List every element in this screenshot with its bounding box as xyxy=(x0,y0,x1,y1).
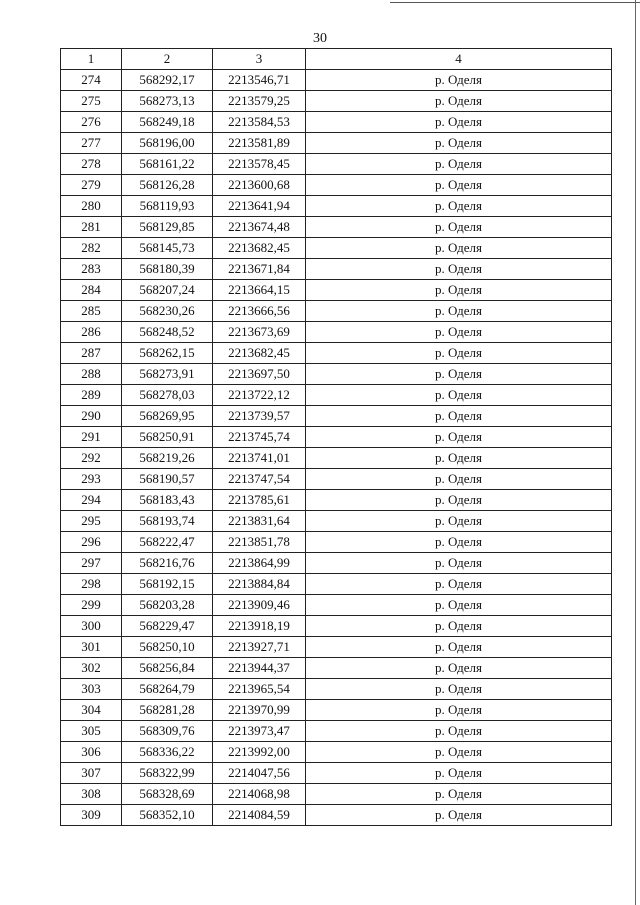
y-coordinate-cell: 2214047,56 xyxy=(213,763,306,784)
description-cell: р. Оделя xyxy=(306,637,612,658)
x-coordinate-cell: 568248,52 xyxy=(122,322,213,343)
table-row xyxy=(61,238,612,259)
table-row xyxy=(61,490,612,511)
y-coordinate-cell: 2213578,45 xyxy=(213,154,306,175)
x-coordinate-cell: 568222,47 xyxy=(122,532,213,553)
table-row xyxy=(61,742,612,763)
x-coordinate-cell: 568216,76 xyxy=(122,553,213,574)
table-row xyxy=(61,343,612,364)
point-number-cell: 289 xyxy=(61,385,122,406)
x-coordinate-cell: 568203,28 xyxy=(122,595,213,616)
point-number-cell: 298 xyxy=(61,574,122,595)
table-row xyxy=(61,301,612,322)
table-row xyxy=(61,574,612,595)
x-coordinate-cell: 568322,99 xyxy=(122,763,213,784)
y-coordinate-cell: 2213722,12 xyxy=(213,385,306,406)
y-coordinate-cell: 2213970,99 xyxy=(213,700,306,721)
y-coordinate-cell: 2213992,00 xyxy=(213,742,306,763)
point-number-cell: 299 xyxy=(61,595,122,616)
table-row xyxy=(61,595,612,616)
x-coordinate-cell: 568273,91 xyxy=(122,364,213,385)
y-coordinate-cell: 2213909,46 xyxy=(213,595,306,616)
y-coordinate-cell: 2213671,84 xyxy=(213,259,306,280)
description-cell: р. Оделя xyxy=(306,574,612,595)
table-row xyxy=(61,763,612,784)
x-coordinate-cell: 568250,91 xyxy=(122,427,213,448)
description-cell: р. Оделя xyxy=(306,385,612,406)
x-coordinate-cell: 568328,69 xyxy=(122,784,213,805)
y-coordinate-cell: 2213666,56 xyxy=(213,301,306,322)
description-cell: р. Оделя xyxy=(306,658,612,679)
x-coordinate-cell: 568269,95 xyxy=(122,406,213,427)
point-number-cell: 304 xyxy=(61,700,122,721)
y-coordinate-cell: 2213674,48 xyxy=(213,217,306,238)
table-row xyxy=(61,700,612,721)
x-coordinate-cell: 568229,47 xyxy=(122,616,213,637)
description-cell: р. Оделя xyxy=(306,427,612,448)
y-coordinate-cell: 2214084,59 xyxy=(213,805,306,826)
description-cell: р. Оделя xyxy=(306,616,612,637)
table-row xyxy=(61,217,612,238)
description-cell: р. Оделя xyxy=(306,700,612,721)
description-cell: р. Оделя xyxy=(306,343,612,364)
description-cell: р. Оделя xyxy=(306,595,612,616)
point-number-cell: 276 xyxy=(61,112,122,133)
description-cell: р. Оделя xyxy=(306,805,612,826)
y-coordinate-cell: 2213927,71 xyxy=(213,637,306,658)
y-coordinate-cell: 2213739,57 xyxy=(213,406,306,427)
y-coordinate-cell: 2213682,45 xyxy=(213,238,306,259)
table-row xyxy=(61,322,612,343)
description-cell: р. Оделя xyxy=(306,112,612,133)
x-coordinate-cell: 568352,10 xyxy=(122,805,213,826)
point-number-cell: 297 xyxy=(61,553,122,574)
x-coordinate-cell: 568249,18 xyxy=(122,112,213,133)
scan-edge-line xyxy=(390,2,640,3)
description-cell: р. Оделя xyxy=(306,259,612,280)
x-coordinate-cell: 568161,22 xyxy=(122,154,213,175)
x-coordinate-cell: 568145,73 xyxy=(122,238,213,259)
table-row xyxy=(61,70,612,91)
description-cell: р. Оделя xyxy=(306,742,612,763)
point-number-cell: 301 xyxy=(61,637,122,658)
table-row xyxy=(61,616,612,637)
x-coordinate-cell: 568281,28 xyxy=(122,700,213,721)
y-coordinate-cell: 2213546,71 xyxy=(213,70,306,91)
x-coordinate-cell: 568262,15 xyxy=(122,343,213,364)
table-row xyxy=(61,259,612,280)
y-coordinate-cell: 2213741,01 xyxy=(213,448,306,469)
y-coordinate-cell: 2213831,64 xyxy=(213,511,306,532)
description-cell: р. Оделя xyxy=(306,154,612,175)
x-coordinate-cell: 568250,10 xyxy=(122,637,213,658)
x-coordinate-cell: 568190,57 xyxy=(122,469,213,490)
y-coordinate-cell: 2213973,47 xyxy=(213,721,306,742)
point-number-cell: 294 xyxy=(61,490,122,511)
y-coordinate-cell: 2213864,99 xyxy=(213,553,306,574)
table-body xyxy=(61,70,612,826)
description-cell: р. Оделя xyxy=(306,217,612,238)
table-row xyxy=(61,721,612,742)
table-row xyxy=(61,406,612,427)
x-coordinate-cell: 568180,39 xyxy=(122,259,213,280)
y-coordinate-cell: 2213664,15 xyxy=(213,280,306,301)
table-row xyxy=(61,637,612,658)
x-coordinate-cell: 568119,93 xyxy=(122,196,213,217)
x-coordinate-cell: 568336,22 xyxy=(122,742,213,763)
description-cell: р. Оделя xyxy=(306,196,612,217)
point-number-cell: 308 xyxy=(61,784,122,805)
y-coordinate-cell: 2213600,68 xyxy=(213,175,306,196)
description-cell: р. Оделя xyxy=(306,511,612,532)
table-row xyxy=(61,196,612,217)
point-number-cell: 306 xyxy=(61,742,122,763)
scan-edge-line xyxy=(635,0,636,905)
description-cell: р. Оделя xyxy=(306,322,612,343)
table-row xyxy=(61,511,612,532)
description-cell: р. Оделя xyxy=(306,70,612,91)
x-coordinate-cell: 568292,17 xyxy=(122,70,213,91)
point-number-cell: 293 xyxy=(61,469,122,490)
y-coordinate-cell: 2213851,78 xyxy=(213,532,306,553)
y-coordinate-cell: 2213745,74 xyxy=(213,427,306,448)
x-coordinate-cell: 568196,00 xyxy=(122,133,213,154)
table-row xyxy=(61,532,612,553)
point-number-cell: 300 xyxy=(61,616,122,637)
page-number: 30 xyxy=(313,31,327,46)
table-row xyxy=(61,469,612,490)
point-number-cell: 290 xyxy=(61,406,122,427)
point-number-cell: 274 xyxy=(61,70,122,91)
description-cell: р. Оделя xyxy=(306,280,612,301)
y-coordinate-cell: 2213581,89 xyxy=(213,133,306,154)
table-row xyxy=(61,448,612,469)
point-number-cell: 288 xyxy=(61,364,122,385)
point-number-cell: 307 xyxy=(61,763,122,784)
point-number-cell: 309 xyxy=(61,805,122,826)
column-header-4: 4 xyxy=(306,49,612,70)
table-row xyxy=(61,658,612,679)
point-number-cell: 303 xyxy=(61,679,122,700)
description-cell: р. Оделя xyxy=(306,679,612,700)
table-header-row xyxy=(61,49,612,70)
y-coordinate-cell: 2213944,37 xyxy=(213,658,306,679)
x-coordinate-cell: 568126,28 xyxy=(122,175,213,196)
point-number-cell: 282 xyxy=(61,238,122,259)
description-cell: р. Оделя xyxy=(306,238,612,259)
coordinates-table xyxy=(60,48,612,826)
x-coordinate-cell: 568129,85 xyxy=(122,217,213,238)
table-row xyxy=(61,427,612,448)
point-number-cell: 283 xyxy=(61,259,122,280)
point-number-cell: 296 xyxy=(61,532,122,553)
x-coordinate-cell: 568264,79 xyxy=(122,679,213,700)
table-row xyxy=(61,805,612,826)
y-coordinate-cell: 2214068,98 xyxy=(213,784,306,805)
point-number-cell: 292 xyxy=(61,448,122,469)
y-coordinate-cell: 2213884,84 xyxy=(213,574,306,595)
table-row xyxy=(61,112,612,133)
point-number-cell: 278 xyxy=(61,154,122,175)
point-number-cell: 279 xyxy=(61,175,122,196)
y-coordinate-cell: 2213747,54 xyxy=(213,469,306,490)
x-coordinate-cell: 568230,26 xyxy=(122,301,213,322)
x-coordinate-cell: 568273,13 xyxy=(122,91,213,112)
description-cell: р. Оделя xyxy=(306,784,612,805)
description-cell: р. Оделя xyxy=(306,469,612,490)
table-row xyxy=(61,175,612,196)
description-cell: р. Оделя xyxy=(306,133,612,154)
y-coordinate-cell: 2213641,94 xyxy=(213,196,306,217)
point-number-cell: 285 xyxy=(61,301,122,322)
column-header-2: 2 xyxy=(122,49,213,70)
x-coordinate-cell: 568278,03 xyxy=(122,385,213,406)
y-coordinate-cell: 2213673,69 xyxy=(213,322,306,343)
description-cell: р. Оделя xyxy=(306,490,612,511)
table-row xyxy=(61,280,612,301)
point-number-cell: 291 xyxy=(61,427,122,448)
table-header xyxy=(61,49,612,70)
y-coordinate-cell: 2213918,19 xyxy=(213,616,306,637)
description-cell: р. Оделя xyxy=(306,532,612,553)
description-cell: р. Оделя xyxy=(306,763,612,784)
point-number-cell: 277 xyxy=(61,133,122,154)
table-row xyxy=(61,133,612,154)
column-header-3: 3 xyxy=(213,49,306,70)
description-cell: р. Оделя xyxy=(306,406,612,427)
table-row xyxy=(61,784,612,805)
table-row xyxy=(61,385,612,406)
description-cell: р. Оделя xyxy=(306,364,612,385)
table-row xyxy=(61,154,612,175)
point-number-cell: 302 xyxy=(61,658,122,679)
description-cell: р. Оделя xyxy=(306,553,612,574)
x-coordinate-cell: 568192,15 xyxy=(122,574,213,595)
point-number-cell: 281 xyxy=(61,217,122,238)
point-number-cell: 287 xyxy=(61,343,122,364)
x-coordinate-cell: 568207,24 xyxy=(122,280,213,301)
table-row xyxy=(61,553,612,574)
point-number-cell: 280 xyxy=(61,196,122,217)
description-cell: р. Оделя xyxy=(306,175,612,196)
column-header-1: 1 xyxy=(61,49,122,70)
y-coordinate-cell: 2213584,53 xyxy=(213,112,306,133)
x-coordinate-cell: 568219,26 xyxy=(122,448,213,469)
x-coordinate-cell: 568256,84 xyxy=(122,658,213,679)
point-number-cell: 295 xyxy=(61,511,122,532)
table-row xyxy=(61,679,612,700)
y-coordinate-cell: 2213682,45 xyxy=(213,343,306,364)
point-number-cell: 286 xyxy=(61,322,122,343)
x-coordinate-cell: 568309,76 xyxy=(122,721,213,742)
y-coordinate-cell: 2213579,25 xyxy=(213,91,306,112)
point-number-cell: 275 xyxy=(61,91,122,112)
y-coordinate-cell: 2213697,50 xyxy=(213,364,306,385)
x-coordinate-cell: 568193,74 xyxy=(122,511,213,532)
table-row xyxy=(61,91,612,112)
description-cell: р. Оделя xyxy=(306,448,612,469)
table-row xyxy=(61,364,612,385)
y-coordinate-cell: 2213785,61 xyxy=(213,490,306,511)
x-coordinate-cell: 568183,43 xyxy=(122,490,213,511)
y-coordinate-cell: 2213965,54 xyxy=(213,679,306,700)
point-number-cell: 305 xyxy=(61,721,122,742)
description-cell: р. Оделя xyxy=(306,91,612,112)
description-cell: р. Оделя xyxy=(306,301,612,322)
description-cell: р. Оделя xyxy=(306,721,612,742)
point-number-cell: 284 xyxy=(61,280,122,301)
